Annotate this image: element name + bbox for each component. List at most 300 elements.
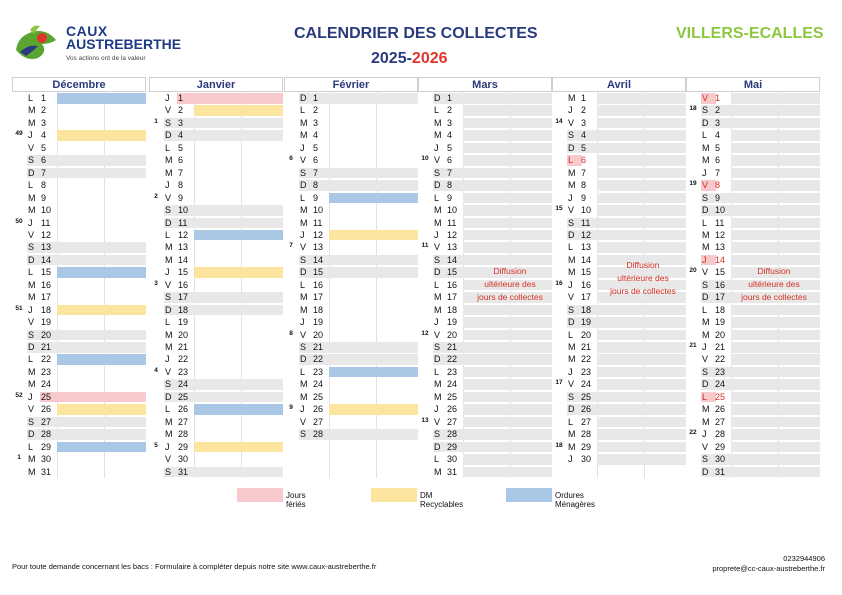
week-number: 20 <box>689 267 697 275</box>
day-number: 1 <box>313 93 319 103</box>
day-letter: L <box>568 242 574 253</box>
day-row <box>12 353 146 366</box>
day-row <box>686 142 820 155</box>
day-row <box>12 129 146 142</box>
day-number: 13 <box>313 242 324 253</box>
pending-shade <box>731 155 820 166</box>
logo-text-austreberthe: AUSTREBERTHE <box>66 36 182 52</box>
day-number: 21 <box>313 342 324 352</box>
day-number: 26 <box>41 404 52 415</box>
logo-text-caux: CAUX <box>66 23 108 39</box>
day-number: 18 <box>41 304 52 315</box>
day-row <box>686 403 820 416</box>
day-letter: M <box>165 429 173 440</box>
week-number: 16 <box>555 279 563 287</box>
household-collection <box>329 367 418 378</box>
day-number: 22 <box>715 354 726 365</box>
pending-shade <box>597 242 686 253</box>
day-row <box>12 403 146 416</box>
pending-shade <box>597 429 686 440</box>
day-letter: M <box>568 441 576 452</box>
day-number: 11 <box>447 217 457 228</box>
day-row <box>284 154 418 167</box>
week-number: 2 <box>154 192 158 200</box>
day-row <box>686 453 820 466</box>
day-letter: J <box>568 279 573 290</box>
day-number: 30 <box>715 454 726 465</box>
day-number: 2 <box>313 105 319 116</box>
day-number: 8 <box>178 180 184 191</box>
day-letter: M <box>568 354 576 365</box>
day-letter: M <box>165 342 173 352</box>
week-number: 1 <box>17 454 21 462</box>
day-number: 18 <box>581 304 592 315</box>
day-row <box>149 142 283 155</box>
day-letter: J <box>568 366 573 377</box>
day-letter: L <box>434 279 440 290</box>
day-number: 3 <box>41 117 47 128</box>
day-row <box>284 304 418 317</box>
day-row <box>12 466 146 479</box>
day-number: 7 <box>447 167 453 178</box>
day-number: 11 <box>313 217 323 228</box>
day-number: 25 <box>313 391 324 402</box>
day-row <box>552 416 686 429</box>
week-number: 13 <box>421 416 429 424</box>
day-number: 6 <box>178 155 184 166</box>
day-number: 30 <box>41 454 52 465</box>
week-number: 9 <box>289 404 293 412</box>
month-header: Décembre <box>12 77 146 92</box>
day-letter: D <box>28 429 35 440</box>
pending-shade <box>731 218 820 229</box>
day-number: 12 <box>41 229 52 240</box>
day-row <box>149 129 283 142</box>
day-row <box>686 229 820 242</box>
day-letter: J <box>165 267 170 278</box>
day-row <box>284 353 418 366</box>
day-letter: J <box>300 404 305 415</box>
day-letter: J <box>165 93 170 103</box>
pending-shade <box>463 205 552 216</box>
day-row <box>552 117 686 130</box>
day-row <box>686 179 820 192</box>
day-letter: M <box>702 242 710 253</box>
week-number: 3 <box>154 279 158 287</box>
day-row <box>149 291 283 304</box>
day-number: 28 <box>178 429 189 440</box>
note-line: Diffusion <box>493 266 527 276</box>
day-letter: L <box>28 93 34 103</box>
day-row <box>12 167 146 180</box>
day-row <box>552 142 686 155</box>
day-row <box>149 466 283 479</box>
day-row <box>284 254 418 267</box>
day-row <box>12 416 146 429</box>
day-letter: V <box>702 267 709 278</box>
day-letter: J <box>300 317 305 328</box>
day-letter: V <box>300 242 307 253</box>
day-letter: M <box>434 304 442 315</box>
day-letter: M <box>300 304 308 315</box>
day-letter: M <box>702 317 710 328</box>
day-letter: D <box>28 342 35 352</box>
day-number: 15 <box>178 267 189 278</box>
day-letter: S <box>434 429 441 440</box>
day-number: 16 <box>313 279 324 290</box>
day-row <box>149 366 283 379</box>
day-number: 28 <box>447 429 458 440</box>
day-row <box>149 204 283 217</box>
pending-shade <box>463 155 552 166</box>
day-number: 20 <box>178 329 189 340</box>
month-column <box>12 77 146 478</box>
day-row <box>149 104 283 117</box>
pending-shade <box>731 130 820 141</box>
day-letter: V <box>165 454 172 465</box>
pending-shade <box>597 367 686 378</box>
day-row <box>418 453 552 466</box>
day-row <box>418 441 552 454</box>
day-row <box>12 154 146 167</box>
day-row <box>552 304 686 317</box>
week-number: 18 <box>689 105 697 113</box>
pending-shade <box>731 242 820 253</box>
day-letter: D <box>165 391 172 402</box>
day-letter: J <box>165 441 170 452</box>
day-number: 1 <box>178 93 184 103</box>
day-row <box>284 403 418 416</box>
day-number: 25 <box>715 391 726 402</box>
day-number: 24 <box>178 379 189 390</box>
day-number: 8 <box>41 180 47 191</box>
day-number: 19 <box>715 317 726 328</box>
day-number: 14 <box>447 254 458 265</box>
day-number: 31 <box>41 466 52 477</box>
day-letter: J <box>28 130 33 141</box>
pending-shade <box>463 404 552 415</box>
day-number: 22 <box>178 354 189 365</box>
day-letter: M <box>300 292 308 303</box>
day-letter: S <box>165 117 172 128</box>
legend-household-swatch <box>506 488 552 502</box>
day-row <box>552 441 686 454</box>
day-number: 24 <box>313 379 324 390</box>
day-letter: L <box>300 279 306 290</box>
day-number: 8 <box>715 180 721 191</box>
day-number: 17 <box>447 292 458 303</box>
day-row <box>12 229 146 242</box>
day-number: 13 <box>41 242 52 253</box>
day-number: 4 <box>715 130 721 141</box>
recycling-collection <box>57 130 146 141</box>
day-row <box>149 179 283 192</box>
day-number: 7 <box>41 167 47 178</box>
day-number: 2 <box>447 105 453 116</box>
legend-holidays-label: Jours fériés <box>286 491 306 509</box>
day-row <box>552 167 686 180</box>
day-row <box>686 391 820 404</box>
month-header: Février <box>284 77 418 92</box>
day-letter: M <box>300 205 308 216</box>
day-number: 19 <box>313 317 324 328</box>
day-letter: V <box>28 142 35 153</box>
day-number: 9 <box>447 192 453 203</box>
day-number: 29 <box>581 441 592 452</box>
week-number: 12 <box>421 329 429 337</box>
day-letter: M <box>702 416 710 427</box>
day-number: 13 <box>581 242 592 253</box>
day-letter: M <box>300 391 308 402</box>
day-row <box>686 104 820 117</box>
day-row <box>552 329 686 342</box>
day-letter: D <box>434 180 441 191</box>
day-number: 14 <box>178 254 189 265</box>
day-letter: M <box>165 329 173 340</box>
day-letter: V <box>702 441 709 452</box>
note-line: jours de collectes <box>477 292 543 302</box>
day-letter: J <box>568 105 573 116</box>
day-row <box>686 129 820 142</box>
day-number: 4 <box>447 130 453 141</box>
day-row <box>418 217 552 230</box>
day-number: 12 <box>581 229 592 240</box>
day-number: 24 <box>715 379 726 390</box>
legend-recycling-label: DM Recyclables <box>420 491 464 509</box>
day-row <box>284 192 418 205</box>
holiday-mark <box>177 93 283 104</box>
day-number: 9 <box>581 192 587 203</box>
note-line: jours de collectes <box>741 292 807 302</box>
day-row <box>686 416 820 429</box>
day-row <box>12 428 146 441</box>
day-letter: S <box>568 217 575 228</box>
day-letter: M <box>28 379 36 390</box>
day-row <box>12 192 146 205</box>
day-letter: J <box>434 317 439 328</box>
day-row <box>149 254 283 267</box>
day-letter: M <box>568 342 576 352</box>
day-row <box>149 341 283 354</box>
legend-holidays-swatch <box>237 488 283 502</box>
day-number: 8 <box>581 180 587 191</box>
day-letter: V <box>434 329 441 340</box>
day-letter: M <box>434 292 442 303</box>
page-title: CALENDRIER DES COLLECTES <box>294 25 538 42</box>
day-letter: S <box>702 105 709 116</box>
day-row <box>418 353 552 366</box>
pending-shade <box>463 143 552 154</box>
day-number: 12 <box>313 229 324 240</box>
household-collection <box>194 230 283 241</box>
day-letter: L <box>300 192 306 203</box>
day-letter: J <box>702 254 707 265</box>
day-letter: L <box>28 354 34 365</box>
week-number: 1 <box>154 117 158 125</box>
day-number: 20 <box>447 329 458 340</box>
day-number: 30 <box>581 454 592 465</box>
day-row <box>418 229 552 242</box>
day-number: 28 <box>41 429 52 440</box>
logo <box>12 20 182 70</box>
day-letter: M <box>568 180 576 191</box>
day-row <box>12 104 146 117</box>
day-number: 25 <box>581 391 592 402</box>
day-row <box>284 217 418 230</box>
day-number: 19 <box>581 317 592 328</box>
day-number: 9 <box>41 192 47 203</box>
day-number: 6 <box>715 155 721 166</box>
day-row <box>418 329 552 342</box>
day-number: 14 <box>41 254 52 265</box>
legend-recycling-swatch <box>371 488 417 502</box>
day-number: 15 <box>313 267 324 278</box>
week-number: 52 <box>15 391 23 399</box>
logo-tagline: Vos actions ont de la valeur <box>66 55 146 62</box>
day-row <box>284 416 418 429</box>
day-row <box>284 204 418 217</box>
day-number: 27 <box>447 416 458 427</box>
day-number: 1 <box>715 93 721 103</box>
day-letter: M <box>28 466 36 477</box>
calendar-grid <box>12 77 821 478</box>
month-header: Mai <box>686 77 820 92</box>
day-number: 6 <box>447 155 453 166</box>
day-row <box>686 341 820 354</box>
day-letter: M <box>434 205 442 216</box>
day-letter: S <box>165 205 172 216</box>
day-letter: M <box>28 454 36 465</box>
day-letter: J <box>434 229 439 240</box>
day-letter: L <box>165 404 171 415</box>
pending-shade <box>597 180 686 191</box>
day-letter: V <box>568 205 575 216</box>
day-row <box>149 391 283 404</box>
day-number: 31 <box>715 466 726 477</box>
week-number: 19 <box>689 180 697 188</box>
day-letter: M <box>702 329 710 340</box>
day-letter: D <box>165 130 172 141</box>
day-letter: D <box>165 304 172 315</box>
day-row <box>552 453 686 466</box>
day-number: 17 <box>178 292 189 303</box>
day-letter: D <box>568 404 575 415</box>
day-number: 27 <box>41 416 52 427</box>
day-number: 5 <box>581 142 587 153</box>
day-number: 27 <box>313 416 324 427</box>
day-row <box>284 366 418 379</box>
day-row <box>552 129 686 142</box>
note-line: jours de collectes <box>610 286 676 296</box>
day-row <box>149 92 283 105</box>
day-letter: J <box>300 142 305 153</box>
day-number: 21 <box>447 342 458 352</box>
day-number: 5 <box>41 142 47 153</box>
day-number: 18 <box>313 304 324 315</box>
month-column <box>149 77 283 478</box>
day-number: 26 <box>313 404 324 415</box>
pending-shade <box>463 305 552 316</box>
day-letter: J <box>28 391 33 402</box>
day-letter: S <box>702 454 709 465</box>
note-line: ultérieure des <box>484 279 536 289</box>
day-number: 3 <box>581 117 587 128</box>
day-row <box>686 316 820 329</box>
day-letter: S <box>300 429 307 440</box>
day-number: 10 <box>581 205 592 216</box>
day-row <box>12 117 146 130</box>
day-row <box>418 167 552 180</box>
day-number: 27 <box>581 416 592 427</box>
day-letter: M <box>568 167 576 178</box>
day-number: 11 <box>41 217 51 228</box>
day-letter: L <box>434 192 440 203</box>
day-number: 17 <box>41 292 52 303</box>
week-number: 17 <box>555 379 563 387</box>
day-row <box>284 241 418 254</box>
day-letter: L <box>568 155 574 166</box>
day-number: 7 <box>581 167 587 178</box>
day-number: 21 <box>715 342 726 352</box>
day-number: 4 <box>41 130 47 141</box>
day-letter: D <box>300 93 307 103</box>
note-line: ultérieure des <box>617 273 669 283</box>
day-number: 26 <box>447 404 458 415</box>
day-row <box>149 416 283 429</box>
day-row <box>418 204 552 217</box>
day-number: 20 <box>313 329 324 340</box>
week-number: 22 <box>689 429 697 437</box>
day-letter: M <box>300 130 308 141</box>
day-row <box>418 92 552 105</box>
day-letter: V <box>568 292 575 303</box>
day-number: 27 <box>178 416 189 427</box>
day-number: 23 <box>581 366 592 377</box>
year-end: 2026 <box>411 50 448 67</box>
pending-shade <box>597 205 686 216</box>
day-letter: S <box>702 192 709 203</box>
day-letter: M <box>434 130 442 141</box>
pending-shade <box>731 168 820 179</box>
day-row <box>418 154 552 167</box>
holiday-mark <box>40 392 146 403</box>
day-letter: V <box>28 229 35 240</box>
day-number: 1 <box>581 93 587 103</box>
pending-shade <box>731 180 820 191</box>
day-row <box>149 403 283 416</box>
day-row <box>284 92 418 105</box>
day-letter: M <box>165 416 173 427</box>
day-row <box>12 341 146 354</box>
day-number: 20 <box>581 329 592 340</box>
household-collection <box>194 404 283 415</box>
pending-shade <box>463 454 552 465</box>
day-number: 5 <box>715 142 721 153</box>
day-number: 23 <box>313 366 324 377</box>
day-row <box>12 241 146 254</box>
day-row <box>552 229 686 242</box>
day-row <box>149 154 283 167</box>
day-row <box>418 192 552 205</box>
day-number: 8 <box>313 180 319 191</box>
day-letter: J <box>434 142 439 153</box>
day-number: 7 <box>178 167 184 178</box>
day-row <box>418 129 552 142</box>
day-number: 11 <box>178 217 188 228</box>
day-letter: J <box>165 180 170 191</box>
day-letter: S <box>165 292 172 303</box>
pending-shade <box>463 105 552 116</box>
